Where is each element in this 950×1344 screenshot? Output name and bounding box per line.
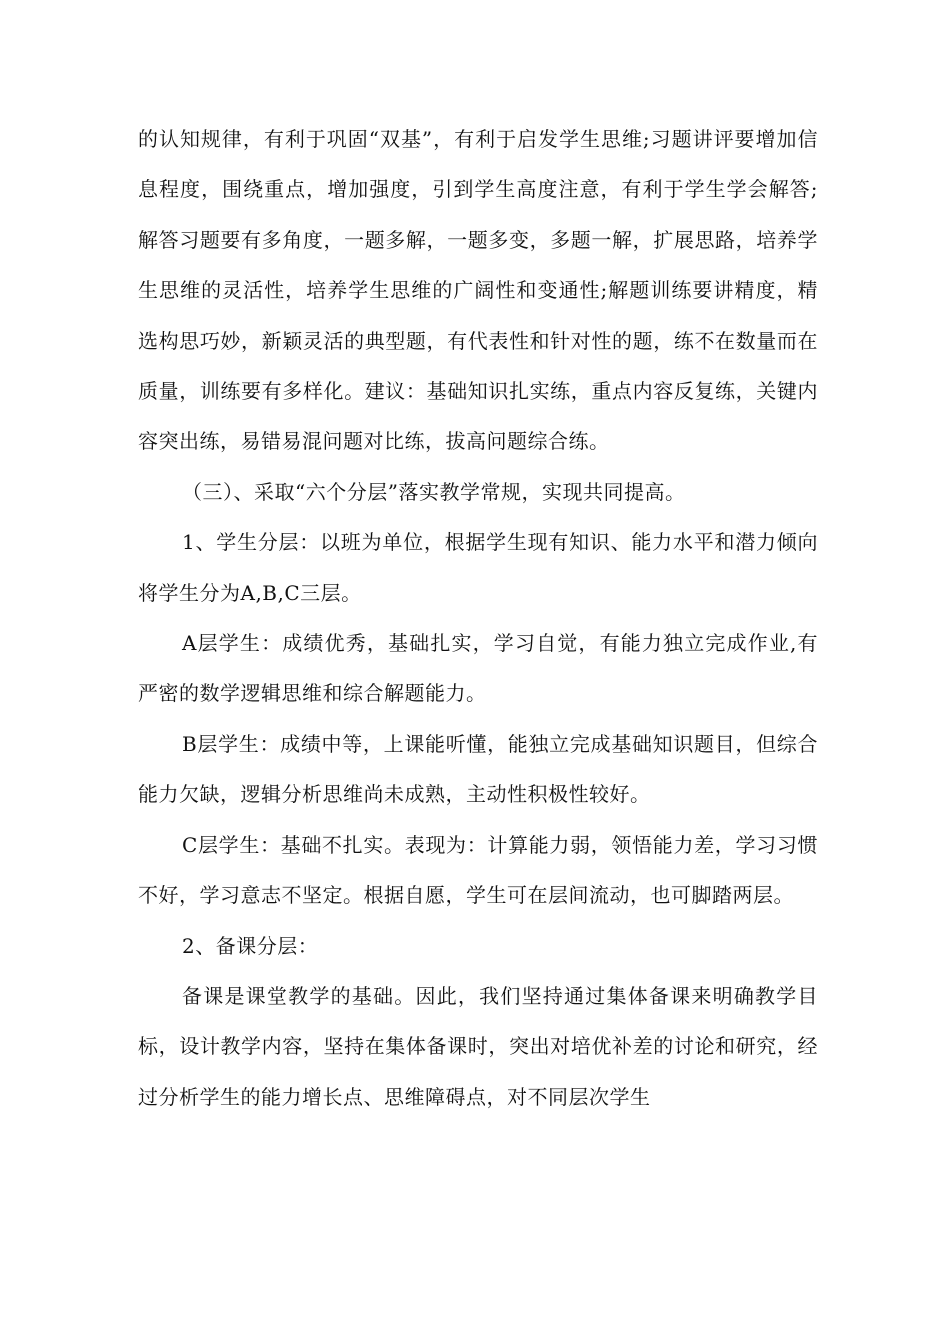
heading-lesson-prep-layering: 2、备课分层：: [182, 933, 319, 958]
document-page: [138, 114, 818, 1122]
paragraph-a-level: A层学生：成绩优秀，基础扎实，学习自觉，有能力独立完成作业,有严密的数学逻辑思维和综合解题能力。: [138, 631, 818, 706]
paragraph-lesson-prep: 备课是课堂教学的基础。因此，我们坚持通过集体备课来明确教学目标，设计教学内容，坚持在集体备课时，突出对培优补差的讨论和研究，经过分析学生的能力增长点、思维障碍点，对不同层次学生: [138, 983, 818, 1109]
paragraph-c-level: C层学生：基础不扎实。表现为：计算能力弱，领悟能力差，学习习惯不好，学习意志不坚定。根据自愿，学生可在层间流动，也可脚踏两层。: [138, 832, 818, 908]
paragraph-b-level: B层学生：成绩中等，上课能听懂，能独立完成基础知识题目，但综合能力欠缺，逻辑分析思维尚未成熟，主动性积极性较好。: [138, 731, 818, 807]
paragraph-practice-methods: 的认知规律，有利于巩固“双基”，有利于启发学生思维;习题讲评要增加信息程度，围绕重点，增加强度，引到学生高度注意，有利于学生学会解答;解答习题要有多角度，一题多解，一题多变，多题一解，扩展思路，培养学生思维的灵活性，培养学生思维的广阔性和变通性;解题训练要讲精度，精选构思巧妙，新颖灵活的典型题，有代表性和针对性的题，练不在数量而在质量，训练要有多样化。建议：基础知识扎实练，重点内容反复练，关键内容突出练，易错易混问题对比练，拔高问题综合练。: [138, 127, 818, 454]
heading-six-layers: （三）、采取“六个分层”落实教学常规，实现共同提高。: [182, 479, 686, 504]
paragraph-student-layering: 1、学生分层：以班为单位，根据学生现有知识、能力水平和潜力倾向将学生分为A,B,C三层。: [138, 530, 818, 605]
